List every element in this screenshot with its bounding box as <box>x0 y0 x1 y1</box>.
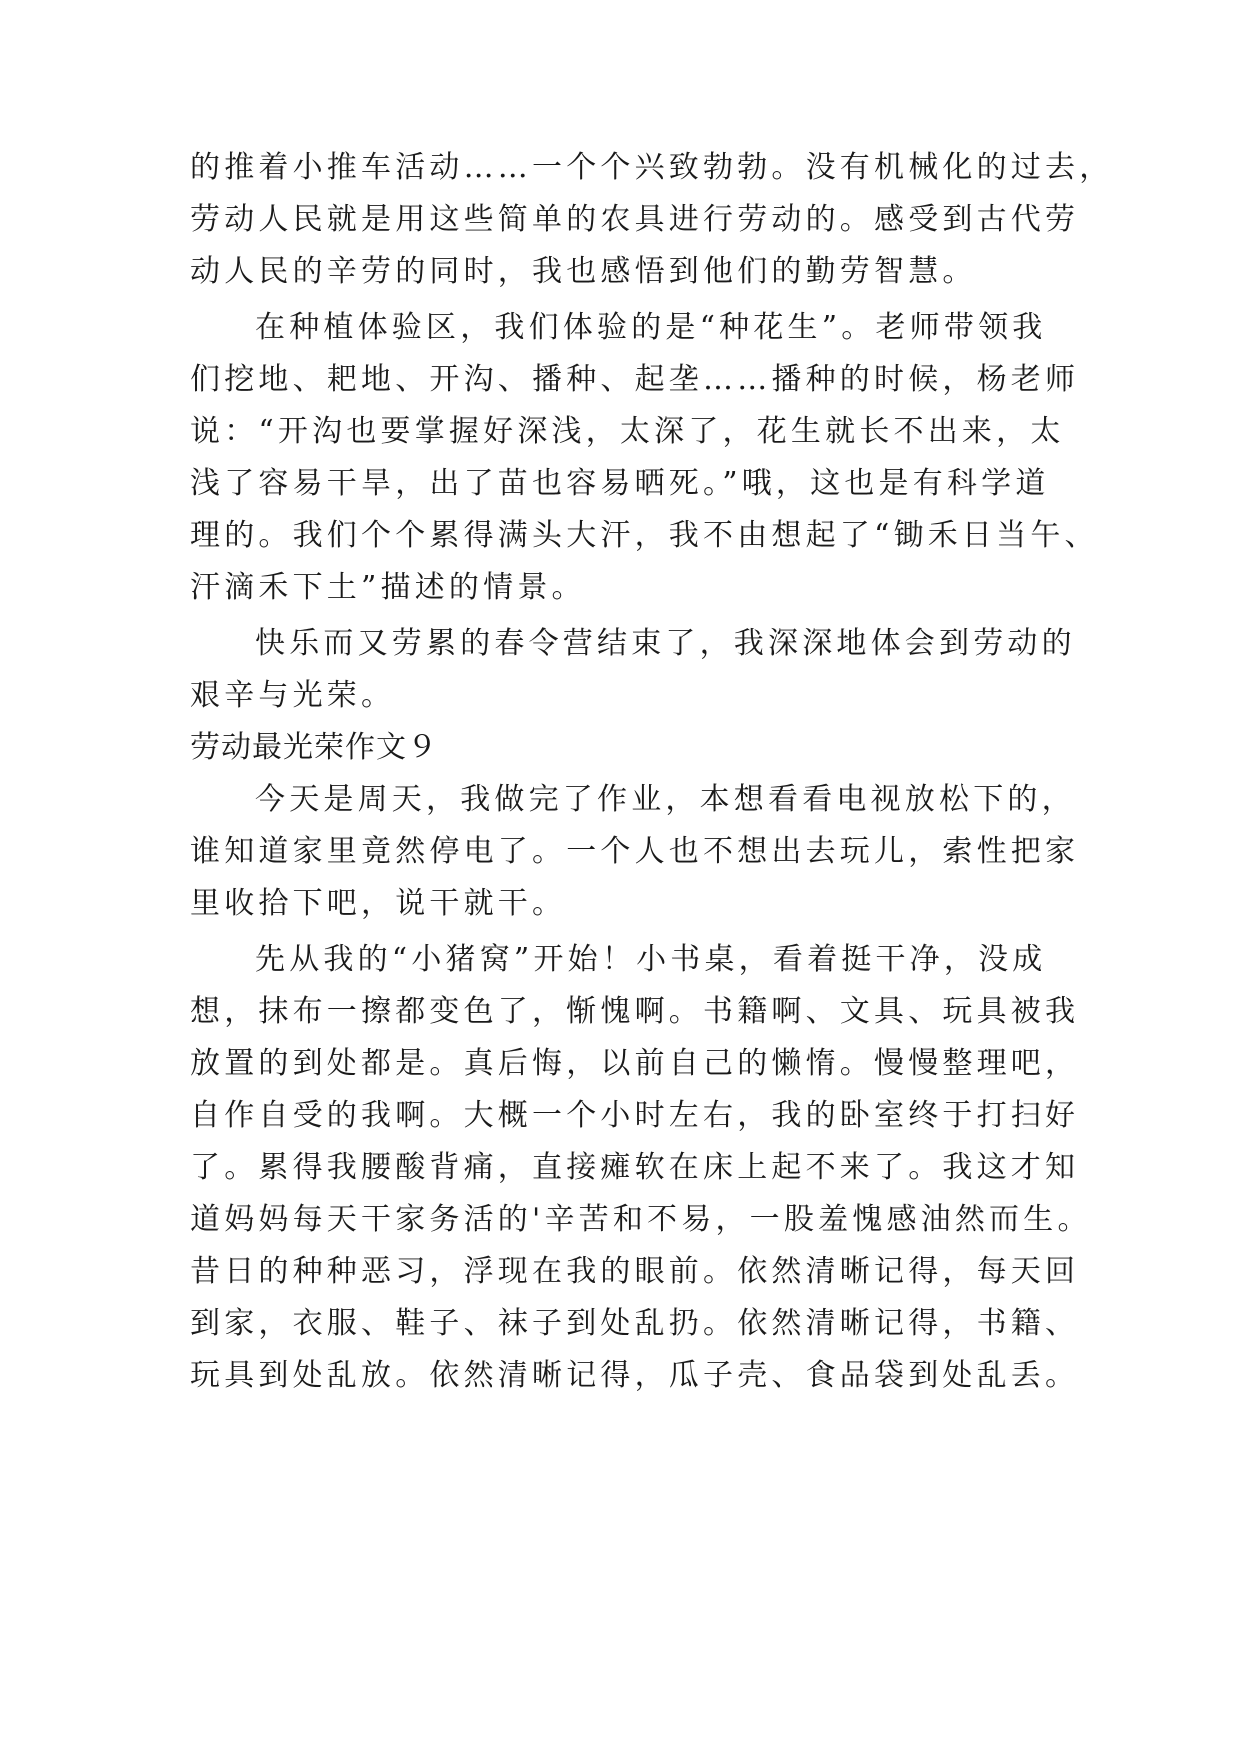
paragraph-5-line-7: 昔日的种种恶习，浮现在我的眼前。依然清晰记得，每天回 <box>190 1254 1080 1289</box>
paragraph-1-line-1: 的推着小推车活动……一个个兴致勃勃。没有机械化的过去， <box>190 150 1114 185</box>
paragraph-2-line-2: 们挖地、耙地、开沟、播种、起垄……播种的时候，杨老师 <box>190 362 1080 397</box>
paragraph-5-line-6: 道妈妈每天干家务活的'辛苦和不易，一股羞愧感油然而生。 <box>190 1202 1092 1237</box>
paragraph-5-line-8: 到家，衣服、鞋子、袜子到处乱扔。依然清晰记得，书籍、 <box>190 1306 1080 1341</box>
paragraph-1-line-3: 动人民的辛劳的同时，我也感悟到他们的勤劳智慧。 <box>190 254 977 289</box>
paragraph-1-line-2: 劳动人民就是用这些简单的农具进行劳动的。感受到古代劳 <box>190 202 1080 237</box>
paragraph-5-line-2: 想，抹布一擦都变色了，惭愧啊。书籍啊、文具、玩具被我 <box>190 994 1080 1029</box>
paragraph-4-line-3: 里收拾下吧，说干就干。 <box>190 886 567 921</box>
paragraph-2-line-1: 在种植体验区，我们体验的是“种花生”。老师带领我 <box>255 310 1047 345</box>
paragraph-3-line-1: 快乐而又劳累的春令营结束了，我深深地体会到劳动的 <box>255 626 1076 661</box>
paragraph-5-line-1: 先从我的“小猪窝”开始！小书桌，看着挺干净，没成 <box>255 942 1047 977</box>
paragraph-2-line-5: 理的。我们个个累得满头大汗，我不由想起了“锄禾日当午、 <box>190 518 1099 553</box>
paragraph-3-line-2: 艰辛与光荣。 <box>190 678 396 713</box>
essay-title: 劳动最光荣作文９ <box>190 730 438 765</box>
paragraph-2-line-6: 汗滴禾下土”描述的情景。 <box>190 570 586 605</box>
paragraph-2-line-4: 浅了容易干旱，出了苗也容易晒死。”哦，这也是有科学道 <box>190 466 1050 501</box>
paragraph-4-line-2: 谁知道家里竟然停电了。一个人也不想出去玩儿，索性把家 <box>190 834 1080 869</box>
paragraph-4-line-1: 今天是周天，我做完了作业，本想看看电视放松下的， <box>255 782 1076 817</box>
paragraph-5-line-5: 了。累得我腰酸背痛，直接瘫软在床上起不来了。我这才知 <box>190 1150 1080 1185</box>
paragraph-5-line-3: 放置的到处都是。真后悔，以前自己的懒惰。慢慢整理吧， <box>190 1046 1080 1081</box>
paragraph-5-line-9: 玩具到处乱放。依然清晰记得，瓜子壳、食品袋到处乱丢。 <box>190 1358 1080 1393</box>
paragraph-5-line-4: 自作自受的我啊。大概一个小时左右，我的卧室终于打扫好 <box>190 1098 1080 1133</box>
paragraph-2-line-3: 说：“开沟也要掌握好深浅，太深了，花生就长不出来，太 <box>190 414 1065 449</box>
